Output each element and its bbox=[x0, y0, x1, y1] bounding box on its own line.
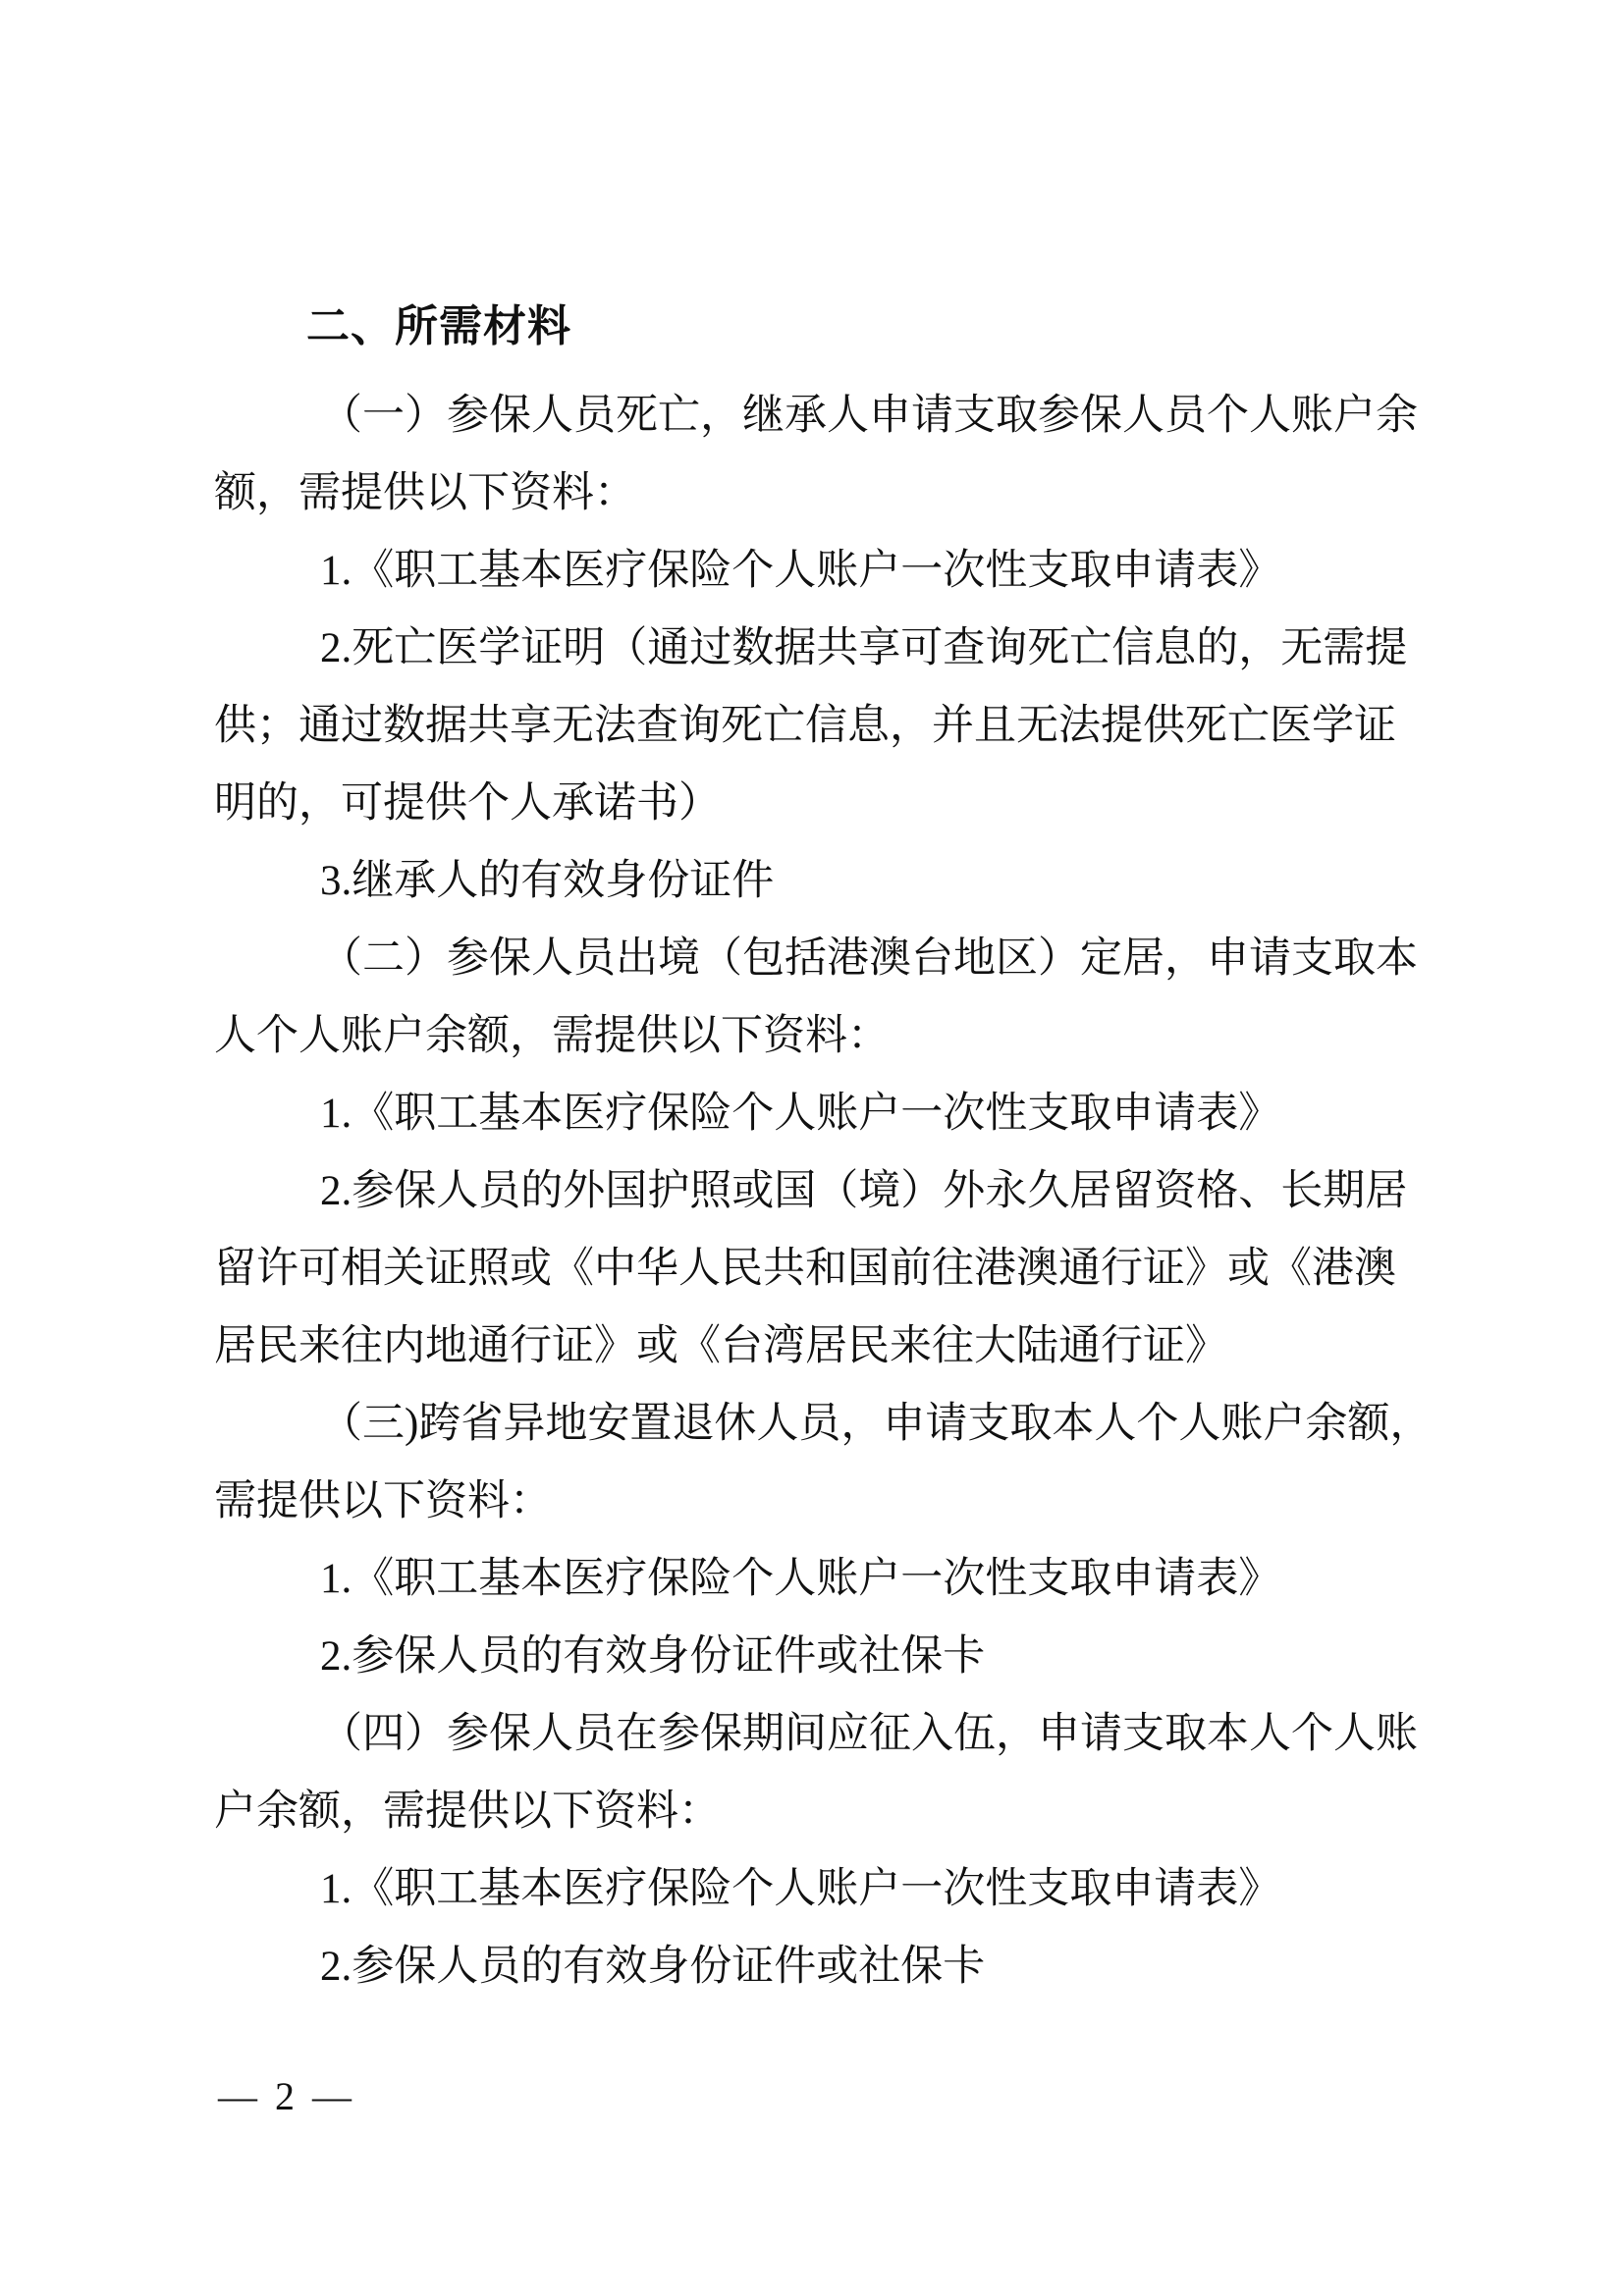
body-line: 3.继承人的有效身份证件 bbox=[320, 858, 775, 904]
body-line: 居民来往内地通行证》或《台湾居民来往大陆通行证》 bbox=[214, 1323, 1227, 1369]
document-body bbox=[214, 377, 1481, 2005]
body-line: 1.《职工基本医疗保险个人账户一次性支取申请表》 bbox=[320, 1556, 1281, 1602]
body-line: （四）参保人员在参保期间应征入伍，申请支取本人个人账 bbox=[320, 1711, 1418, 1757]
body-line: 2.参保人员的有效身份证件或社保卡 bbox=[320, 1633, 986, 1680]
body-line: 2.参保人员的外国护照或国（境）外永久居留资格、长期居 bbox=[320, 1168, 1408, 1214]
body-line: 额，需提供以下资料： bbox=[214, 470, 636, 516]
body-line: 需提供以下资料： bbox=[214, 1478, 552, 1524]
body-line: 1.《职工基本医疗保险个人账户一次性支取申请表》 bbox=[320, 1866, 1281, 1912]
body-line: 1.《职工基本医疗保险个人账户一次性支取申请表》 bbox=[320, 1091, 1281, 1137]
body-line: 2.参保人员的有效身份证件或社保卡 bbox=[320, 1944, 986, 1990]
section-heading: 二、所需材料 bbox=[306, 302, 571, 350]
body-line: 1.《职工基本医疗保险个人账户一次性支取申请表》 bbox=[320, 548, 1281, 594]
body-line: （一）参保人员死亡，继承人申请支取参保人员个人账户余 bbox=[320, 393, 1418, 439]
body-line: （二）参保人员出境（包括港澳台地区）定居，申请支取本 bbox=[320, 935, 1418, 982]
body-line: 户余额，需提供以下资料： bbox=[214, 1789, 721, 1835]
body-line: 明的，可提供个人承诺书） bbox=[214, 780, 721, 827]
body-line: 供；通过数据共享无法查询死亡信息，并且无法提供死亡医学证 bbox=[214, 703, 1396, 749]
body-line: 留许可相关证照或《中华人民共和国前往港澳通行证》或《港澳 bbox=[214, 1246, 1396, 1292]
body-line: 2.死亡医学证明（通过数据共享可查询死亡信息的，无需提 bbox=[320, 625, 1408, 671]
page-number: — 2 — bbox=[218, 2074, 355, 2118]
body-line: 人个人账户余额，需提供以下资料： bbox=[214, 1013, 890, 1059]
body-line: （三)跨省异地安置退休人员，申请支取本人个人账户余额， bbox=[320, 1401, 1433, 1447]
